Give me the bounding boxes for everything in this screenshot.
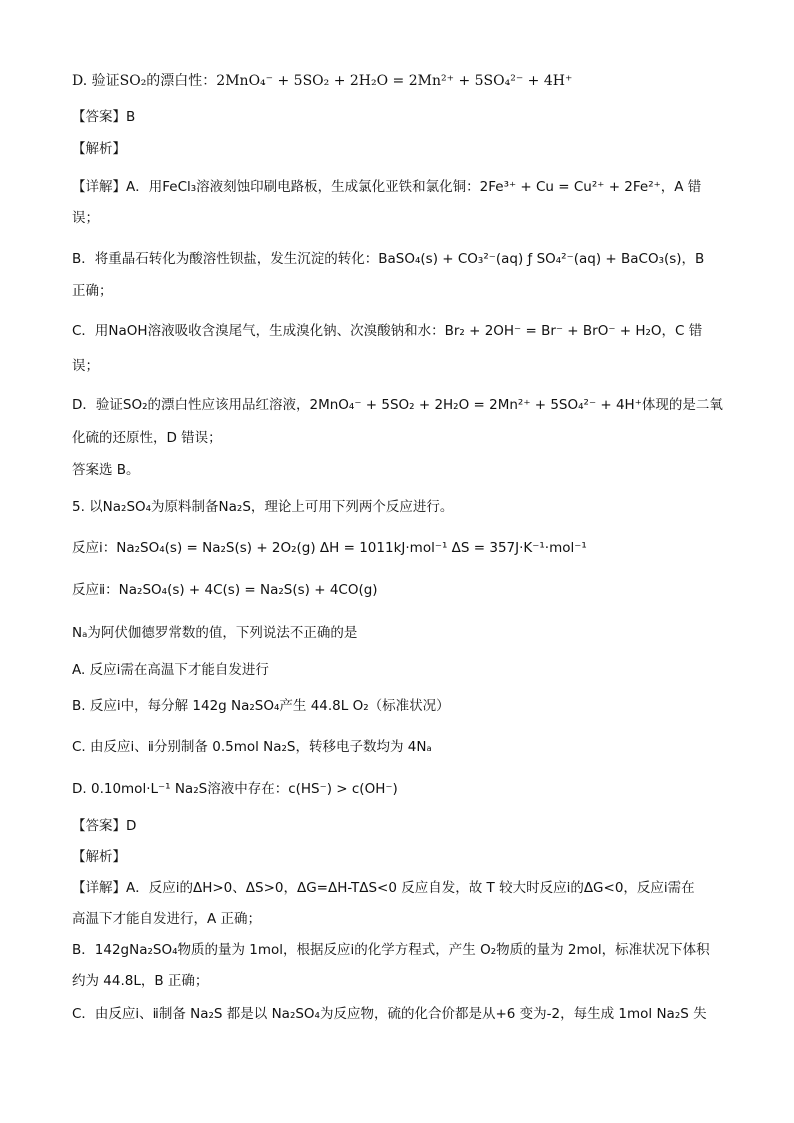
analysis-label-2: 【解析】 bbox=[72, 849, 126, 865]
detail-b-line2: 正确； bbox=[72, 283, 113, 299]
detail-a-line2: 误； bbox=[72, 210, 99, 226]
question-5-stem: 5. 以Na₂SO₄为原料制备Na₂S，理论上可用下列两个反应进行。 bbox=[72, 499, 454, 515]
option-d: D. 0.10mol·L⁻¹ Na₂S溶液中存在：c(HS⁻) > c(OH⁻) bbox=[72, 781, 398, 797]
detail-d-line1: D．验证SO₂的漂白性应该用品红溶液，2MnO₄⁻ + 5SO₂ + 2H₂O = 2Mn²⁺ + 5SO₄²⁻ + 4H⁺体现的是二氧 bbox=[72, 397, 723, 413]
answer-label-2: 【答案】D bbox=[72, 818, 137, 834]
detail2-a-line2: 高温下才能自发进行，A 正确； bbox=[72, 911, 262, 927]
option-a: A. 反应ⅰ需在高温下才能自发进行 bbox=[72, 662, 269, 678]
option-c: C. 由反应ⅰ、ⅱ分别制备 0.5mol Na₂S，转移电子数均为 4Nₐ bbox=[72, 739, 432, 755]
detail-c-line1: C．用NaOH溶液吸收含溴尾气，生成溴化钠、次溴酸钠和水：Br₂ + 2OH⁻ = Br⁻ + BrO⁻ + H₂O，C 错 bbox=[72, 323, 703, 339]
detail-c-line2: 误； bbox=[72, 358, 99, 374]
detail2-c-line1: C．由反应ⅰ、ⅱ制备 Na₂S 都是以 Na₂SO₄为反应物，硫的化合价都是从+6 变为-2，每生成 1mol Na₂S 失 bbox=[72, 1006, 707, 1022]
detail-b-line1: B．将重晶石转化为酸溶性钡盐，发生沉淀的转化：BaSO₄(s) + CO₃²⁻(aq) ƒ SO₄²⁻(aq) + BaCO₃(s)，B bbox=[72, 251, 705, 267]
answer-label: 【答案】B bbox=[72, 109, 136, 125]
detail-a-line1: 【详解】A．用FeCl₃溶液刻蚀印刷电路板，生成氯化亚铁和氯化铜：2Fe³⁺ + Cu = Cu²⁺ + 2Fe²⁺，A 错 bbox=[72, 179, 702, 195]
detail2-b-line2: 约为 44.8L，B 正确； bbox=[72, 973, 209, 989]
reaction-i: 反应ⅰ：Na₂SO₄(s) = Na₂S(s) + 2O₂(g) ΔH = 1011kJ·mol⁻¹ ΔS = 357J·K⁻¹·mol⁻¹ bbox=[72, 540, 587, 556]
option-d-line: D. 验证SO₂的漂白性：2MnO₄⁻ + 5SO₂ + 2H₂O = 2Mn²⁺ + 5SO₄²⁻ + 4H⁺ bbox=[72, 73, 573, 89]
option-b: B. 反应ⅰ中，每分解 142g Na₂SO₄产生 44.8L O₂（标准状况） bbox=[72, 698, 450, 714]
detail-d-line2: 化硫的还原性，D 错误； bbox=[72, 430, 222, 446]
detail2-b-line1: B．142gNa₂SO₄物质的量为 1mol，根据反应ⅰ的化学方程式，产生 O₂物质的量为 2mol，标准状况下体积 bbox=[72, 942, 710, 958]
reaction-ii: 反应ⅱ：Na₂SO₄(s) + 4C(s) = Na₂S(s) + 4CO(g) bbox=[72, 582, 378, 598]
answer-choice-line: 答案选 B。 bbox=[72, 462, 140, 478]
analysis-label: 【解析】 bbox=[72, 141, 126, 157]
detail2-a-line1: 【详解】A．反应ⅰ的ΔH>0、ΔS>0，ΔG=ΔH-TΔS<0 反应自发，故 T 较大时反应ⅰ的ΔG<0，反应ⅰ需在 bbox=[72, 880, 695, 896]
question-5-prompt: Nₐ为阿伏伽德罗常数的值，下列说法不正确的是 bbox=[72, 625, 358, 641]
